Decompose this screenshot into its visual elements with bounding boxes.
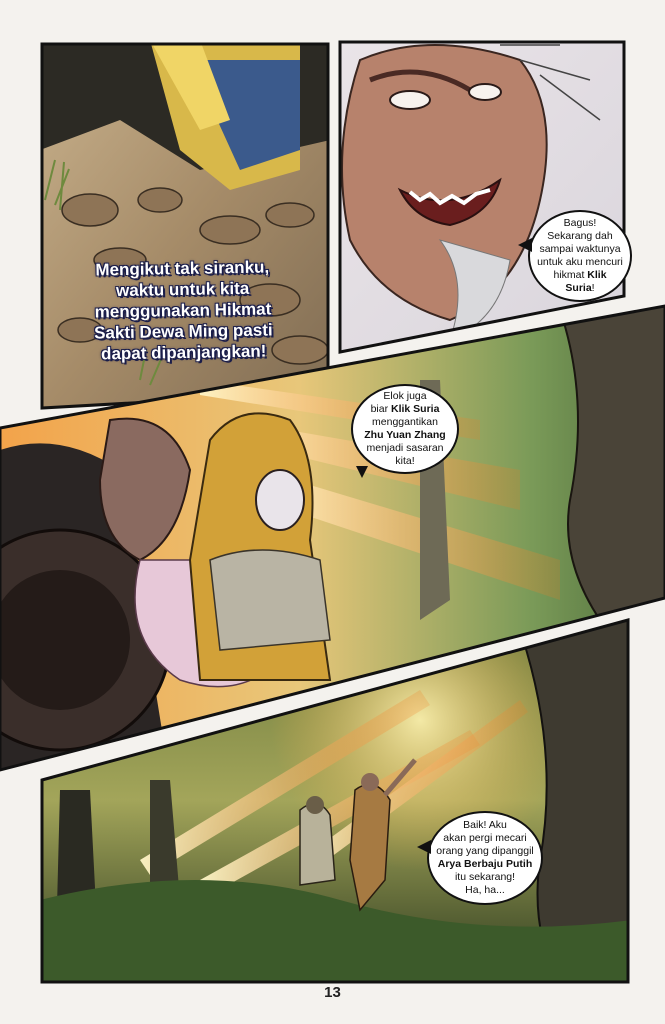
panel-4-bubble-tail	[417, 840, 431, 854]
bubble-bold-text: Suria	[565, 282, 592, 294]
bubble-line: sampai waktunya	[539, 243, 621, 255]
bubble-line: Baik! Aku	[463, 819, 507, 831]
bubble-bold-line: Zhu Yuan Zhang	[364, 429, 446, 441]
panel-1-caption	[47, 256, 319, 366]
bubble-text: biar	[370, 403, 391, 415]
panel-2-art	[335, 40, 630, 360]
caption-line: Mengikut tak siranku,	[95, 257, 270, 280]
bubble-text: !	[591, 282, 595, 294]
bubble-bold-text: Klik Suria	[391, 403, 440, 415]
bubble-text: hikmat	[553, 269, 588, 281]
caption-line: dapat dipanjangkan!	[100, 341, 267, 364]
panel-2-bubble-tail	[518, 238, 532, 252]
bubble-line: Ha, ha...	[465, 884, 505, 896]
bubble-line: akan pergi mecari	[443, 832, 527, 844]
bubble-line: untuk aku mencuri	[537, 256, 623, 268]
bubble-line	[565, 282, 594, 295]
caption-line: Sakti Dewa Ming pasti	[93, 320, 273, 343]
bubble-line: menjadi sasaran	[366, 442, 444, 454]
bubble-line	[371, 403, 440, 416]
page-number: 13	[324, 984, 341, 1001]
bubble-bold-text: Klik	[587, 269, 607, 281]
panel-4-speech-bubble	[427, 811, 543, 905]
caption-line: waktu untuk kita	[115, 278, 250, 301]
panel-3-bubble-tail	[356, 466, 368, 478]
bubble-line: Sekarang dah	[547, 230, 613, 242]
bubble-line	[553, 269, 606, 282]
panel-2-speech-bubble	[528, 210, 632, 302]
bubble-line: Elok juga	[383, 390, 427, 402]
caption-line: menggunakan Hikmat	[94, 299, 272, 322]
bubble-line: orang yang dipanggil	[436, 845, 534, 857]
bubble-line: kita!	[395, 455, 415, 467]
bubble-line: itu sekarang!	[454, 871, 516, 883]
bubble-line: Bagus!	[563, 217, 597, 229]
panel-3-speech-bubble	[351, 384, 459, 474]
bubble-bold-line: Arya Berbaju Putih	[437, 858, 533, 870]
bubble-line: menggantikan	[372, 416, 438, 428]
